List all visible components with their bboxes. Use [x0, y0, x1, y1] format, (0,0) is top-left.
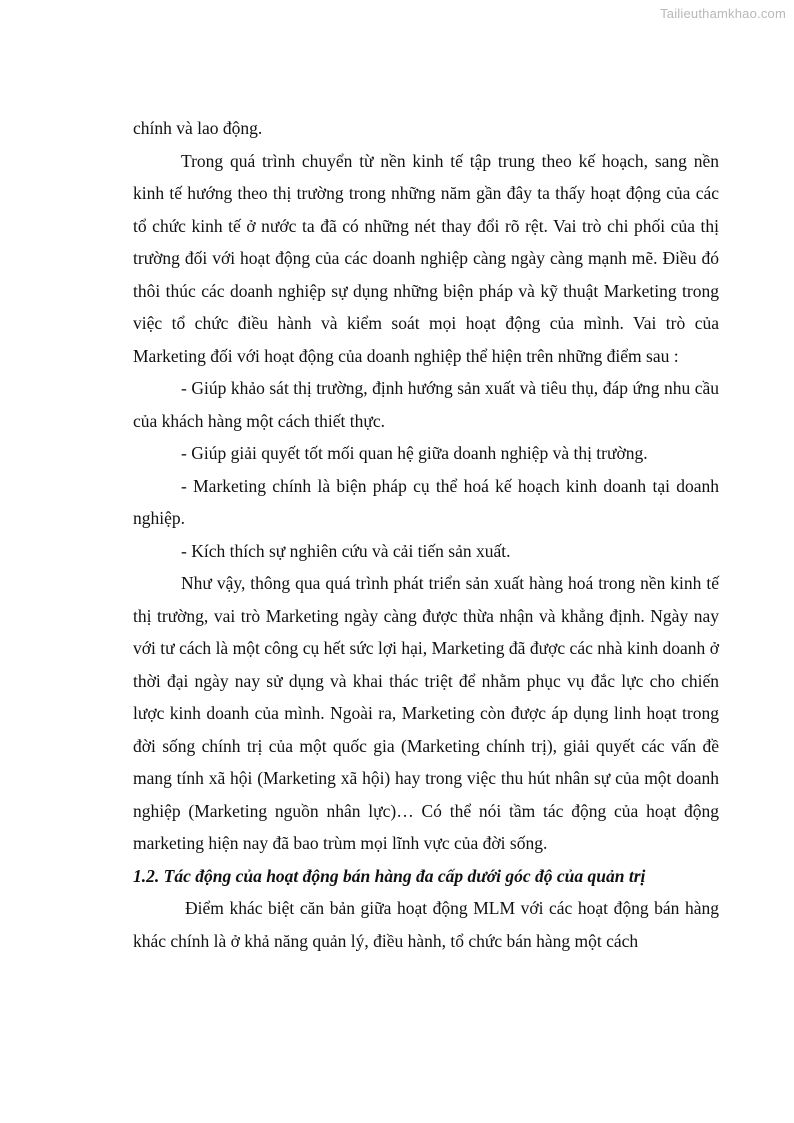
- paragraph-marketing-role: Như vậy, thông qua quá trình phát triển sản xuất hàng hoá trong nền kinh tế thị trường, vai trò Marketing ngày càng được thừa nhận và khẳng định. Ngày nay với tư cách là một công cụ hết sức lợi hại, Marketing đã được các nhà kinh doanh ở thời đại ngày nay sử dụng và khai thác triệt để nhằm phục vụ đắc lực cho chiến lược kinh doanh của mình. Ngoài ra, Marketing còn được áp dụng linh hoạt trong đời sống chính trị của một quốc gia (Marketing chính trị), giải quyết các vấn đề mang tính xã hội (Marketing xã hội) hay trong việc thu hút nhân sự của một doanh nghiệp (Marketing nguồn nhân lực)… Có thể nói tầm tác động của hoạt động marketing hiện nay đã bao trùm mọi lĩnh vực của đời sống.: [133, 573, 719, 853]
- paragraph-mlm-difference: Điểm khác biệt căn bản giữa hoạt động MLM với các hoạt động bán hàng khác chính là ở khả năng quản lý, điều hành, tổ chức bán hàng một cách: [133, 898, 719, 951]
- list-item-research: - Kích thích sự nghiên cứu và cải tiến sản xuất.: [181, 540, 511, 561]
- section-heading: 1.2. Tác động của hoạt động bán hàng đa cấp dưới góc độ của quản trị: [133, 865, 646, 886]
- paragraph-continuation: chính và lao động.: [133, 118, 263, 138]
- list-item-business-plan: - Marketing chính là biện pháp cụ thể hoá kế hoạch kinh doanh tại doanh nghiệp.: [133, 475, 719, 528]
- document-body: [133, 112, 719, 957]
- paragraph-market-transition: Trong quá trình chuyển từ nền kinh tế tập trung theo kế hoạch, sang nền kinh tế hướng theo thị trường trong những năm gần đây ta thấy hoạt động của các tổ chức kinh tế ở nước ta đã có những nét thay đổi rõ rệt. Vai trò chi phối của thị trường đối với hoạt động của các doanh nghiệp càng ngày càng mạnh mẽ. Điều đó thôi thúc các doanh nghiệp sự dụng những biện pháp và kỹ thuật Marketing trong việc tổ chức điều hành và kiểm soát mọi hoạt động của mình. Vai trò của Marketing đối với hoạt động của doanh nghiệp thể hiện trên những điểm sau :: [133, 150, 719, 366]
- list-item-market-survey: - Giúp khảo sát thị trường, định hướng sản xuất và tiêu thụ, đáp ứng nhu cầu của khách hàng một cách thiết thực.: [133, 378, 719, 431]
- list-item-relationship: - Giúp giải quyết tốt mối quan hệ giữa doanh nghiệp và thị trường.: [181, 443, 648, 463]
- watermark-text: Tailieuthamkhao.com: [660, 6, 786, 21]
